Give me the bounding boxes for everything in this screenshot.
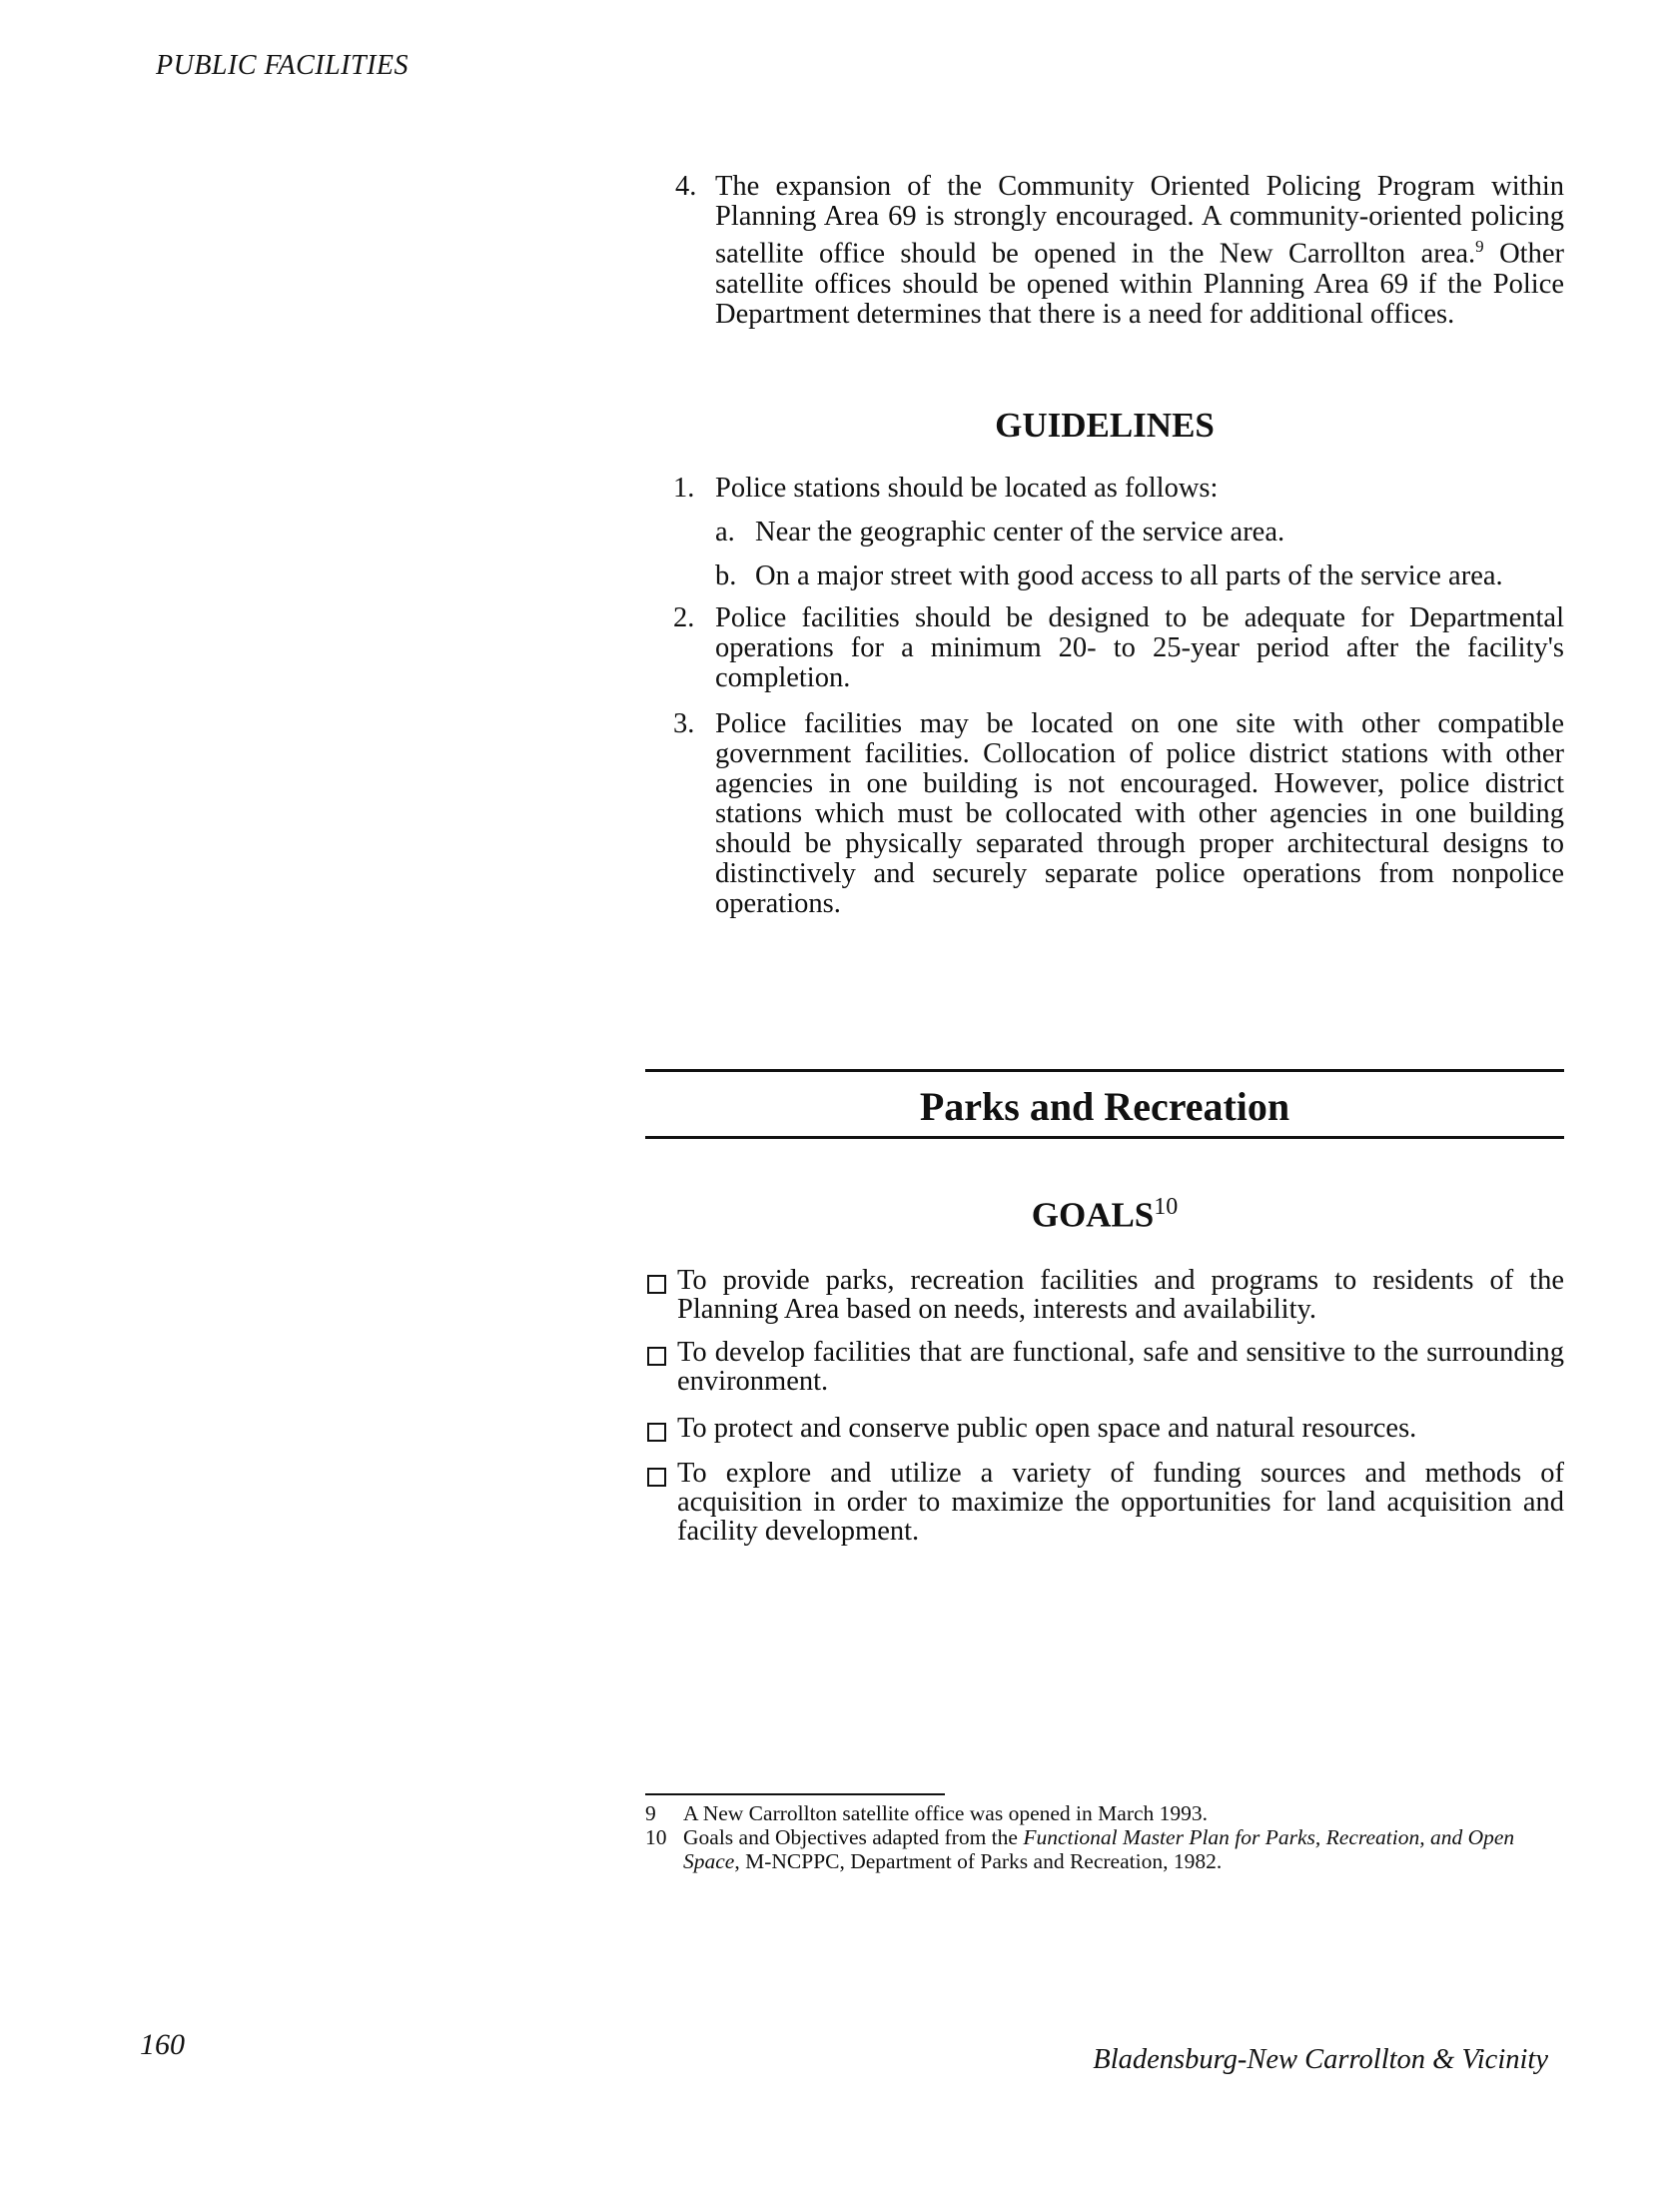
- footnote-rule: [645, 1793, 945, 1795]
- guideline-number: 2.: [673, 602, 695, 633]
- running-foot: Bladensburg-New Carrollton & Vicinity: [1093, 2044, 1548, 2075]
- section-title: Parks and Recreation: [919, 1084, 1290, 1129]
- guideline-text: Police facilities should be designed to be adequate for Departmental operations for a minimum 20- to 25-year period after the facility's completion.: [715, 602, 1564, 693]
- goals-list: [645, 1266, 1564, 1546]
- goal-item: To explore and utilize a variety of funding sources and methods of acquisition in order to maximize the opportunities for land acquisition and facility development.: [645, 1459, 1564, 1546]
- footnote-9: [645, 1801, 1564, 1825]
- goal-item: To develop facilities that are functional, safe and sensitive to the surrounding environment.: [645, 1338, 1564, 1396]
- sub-item-letter: b.: [715, 560, 737, 591]
- item-text: The expansion of the Community Oriented Policing Program within Planning Area 69 is strongly encouraged. A community-oriented policing satellite office should be opened in the New Carrollton area.: [715, 171, 1564, 270]
- goals-heading: GOALS$^{10}$: [1031, 1194, 1179, 1235]
- footnote-title: Functional Master Plan for Parks, Recreation, and Open Space: [683, 1825, 1515, 1873]
- parks-section: [645, 1069, 1564, 1546]
- guideline-text: Police stations should be located as follows:: [715, 473, 1219, 504]
- footnote-text: A New Carrollton satellite office was opened in March 1993.: [683, 1801, 1209, 1825]
- guideline-text: Police facilities may be located on one site with other compatible government facilities. Collocation of police district stations with other agencies in one building is not encouraged. However, police district stations which must be collocated with other agencies in one building should be physically separated through proper architectural designs to distinctively and securely separate police operations from nonpolice operations.: [715, 708, 1564, 919]
- footnote-ref: 9: [1475, 237, 1484, 256]
- sub-item-letter: a.: [715, 517, 735, 548]
- item-text-continued: Other satellite offices should be opened within Planning Area 69 if the Police Department determines that there is a need for additional offices.: [715, 238, 1564, 330]
- footnote-ref: 10: [1154, 1194, 1179, 1220]
- sub-item-text: Near the geographic center of the service area.: [755, 517, 1285, 548]
- guidelines-heading: GUIDELINES: [995, 406, 1215, 445]
- guidelines-section: [645, 406, 1564, 919]
- goal-item: To protect and conserve public open space and natural resources.: [645, 1414, 1564, 1443]
- footnote-number: 9: [645, 1801, 656, 1825]
- section-rule-bottom: [645, 1136, 1564, 1139]
- footnote-10: [645, 1825, 1564, 1873]
- checkbox-bullet-icon: [647, 1275, 666, 1294]
- checkbox-bullet-icon: [647, 1347, 666, 1366]
- page-number: 160: [140, 2028, 185, 2061]
- checkbox-bullet-icon: [647, 1423, 666, 1442]
- guideline-number: 1.: [673, 473, 695, 504]
- sub-item-text: On a major street with good access to all parts of the service area.: [755, 560, 1503, 591]
- footnote-text-continued: , M-NCPPC, Department of Parks and Recreation, 1982.: [734, 1849, 1223, 1873]
- checkbox-bullet-icon: [647, 1468, 666, 1487]
- running-head: PUBLIC FACILITIES: [156, 50, 409, 81]
- section-rule-top: [645, 1069, 1564, 1072]
- police-item-4: [645, 172, 1564, 330]
- footnotes: [645, 1793, 1564, 1873]
- item-number: 4.: [675, 171, 697, 202]
- guideline-number: 3.: [673, 708, 695, 739]
- goal-item: To provide parks, recreation facilities and programs to residents of the Planning Area based on needs, interests and availability.: [645, 1266, 1564, 1324]
- footnote-number: 10: [645, 1825, 667, 1849]
- footnote-text: Goals and Objectives adapted from the: [683, 1825, 1024, 1849]
